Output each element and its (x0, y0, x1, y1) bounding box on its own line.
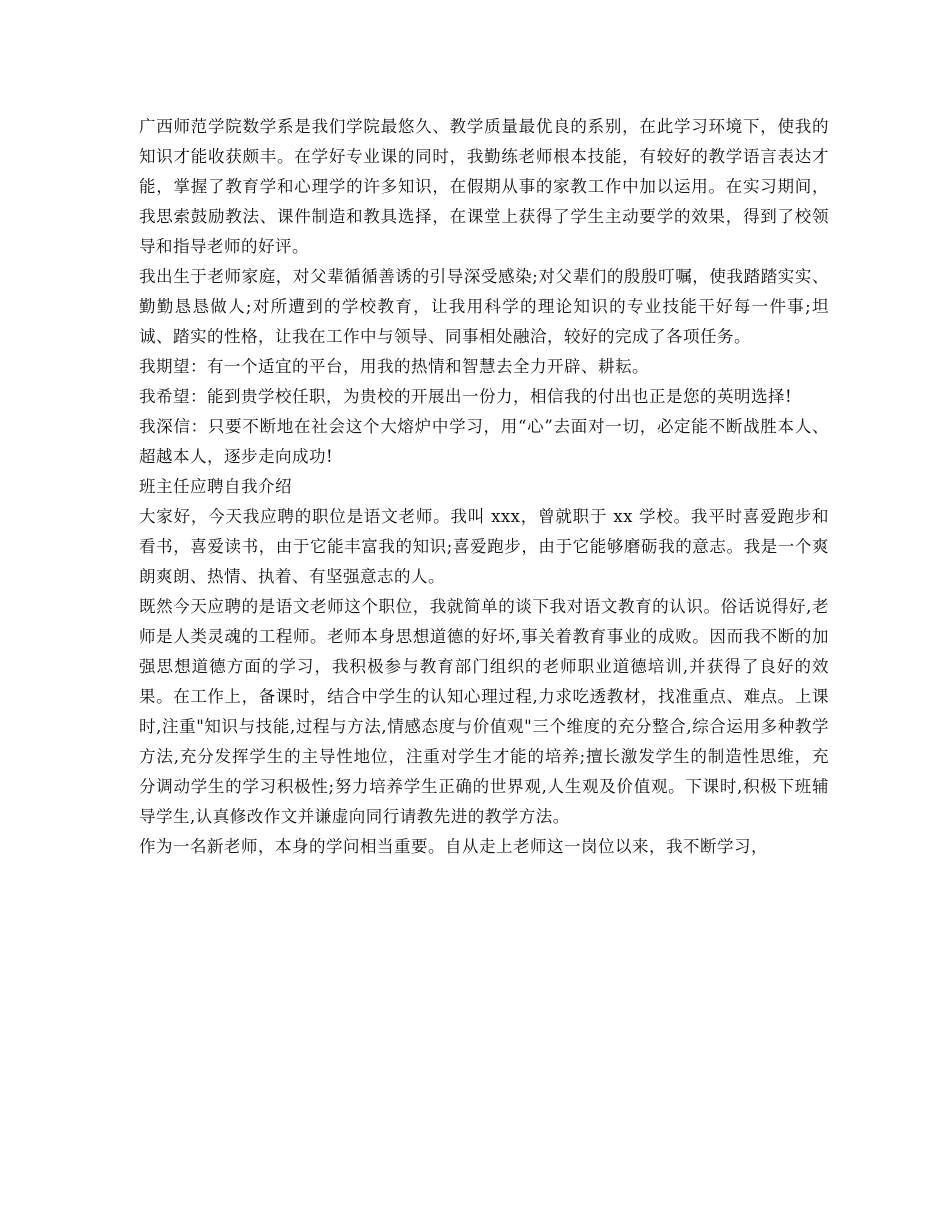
paragraph-math-department: 广西师范学院数学系是我们学院最悠久、教学质量最优良的系别，在此学习环境下，使我的知识才能收获颇丰。在学好专业课的同时，我勤练老师根本技能，有较好的教学语言表达才能，掌握了教育学和心理学的许多知识，在假期从事的家教工作中加以运用。在实习期间，我思索鼓励教法、课件制造和教具选择，在课堂上获得了学生主动要学的效果，得到了校领导和指导老师的好评。 (139, 117, 829, 256)
paragraph-hope: 我希望：能到贵学校任职，为贵校的开展出一份力，相信我的付出也正是您的英明选择! (139, 387, 793, 406)
paragraph-teaching-views: 既然今天应聘的是语文老师这个职位，我就简单的谈下我对语文教育的认识。俗话说得好,老师是人类灵魂的工程师。老师本身思想道德的好坏,事关着教育事业的成败。因而我不断的加强思想道德方面的学习，我积极参与教育部门组织的老师职业道德培训,并获得了良好的效果。在工作上，备课时，结合中学生的认知心理过程,力求吃透教材，找准重点、难点。上课时,注重"知识与技能,过程与方法,情感态度与价值观"三个维度的充分整合,综合运用多种教学方法,充分发挥学生的主导性地位，注重对学生才能的培养;擅长激发学生的制造性思维，充分调动学生的学习积极性;努力培养学生正确的世界观,人生观及价值观。下课时,积极下班辅导学生,认真修改作文并谦虚向同行请教先进的教学方法。 (139, 597, 829, 826)
document-body (139, 112, 829, 862)
paragraph-belief: 我深信：只要不断地在社会这个大熔炉中学习，用“心”去面对一切，必定能不断战胜本人、超越本人，逐步走向成功! (139, 417, 829, 466)
section-heading: 班主任应聘自我介绍 (139, 477, 292, 496)
paragraph-greeting: 大家好，今天我应聘的职位是语文老师。我叫 xxx，曾就职于 xx 学校。我平时喜爱跑步和看书，喜爱读书，由于它能丰富我的知识;喜爱跑步，由于它能够磨砺我的意志。我是一个爽朗爽朗、热情、执着、有坚强意志的人。 (139, 507, 829, 586)
paragraph-family-background: 我出生于老师家庭，对父辈循循善诱的引导深受感染;对父辈们的殷殷叮嘱，使我踏踏实实、勤勤恳恳做人;对所遭到的学校教育，让我用科学的理论知识的专业技能干好每一件事;坦诚、踏实的性格，让我在工作中与领导、同事相处融洽，较好的完成了各项任务。 (139, 267, 829, 346)
paragraph-expectation: 我期望：有一个适宜的平台，用我的热情和智慧去全力开辟、耕耘。 (139, 357, 649, 376)
paragraph-new-teacher: 作为一名新老师，本身的学问相当重要。自从走上老师这一岗位以来，我不断学习， (139, 837, 768, 856)
